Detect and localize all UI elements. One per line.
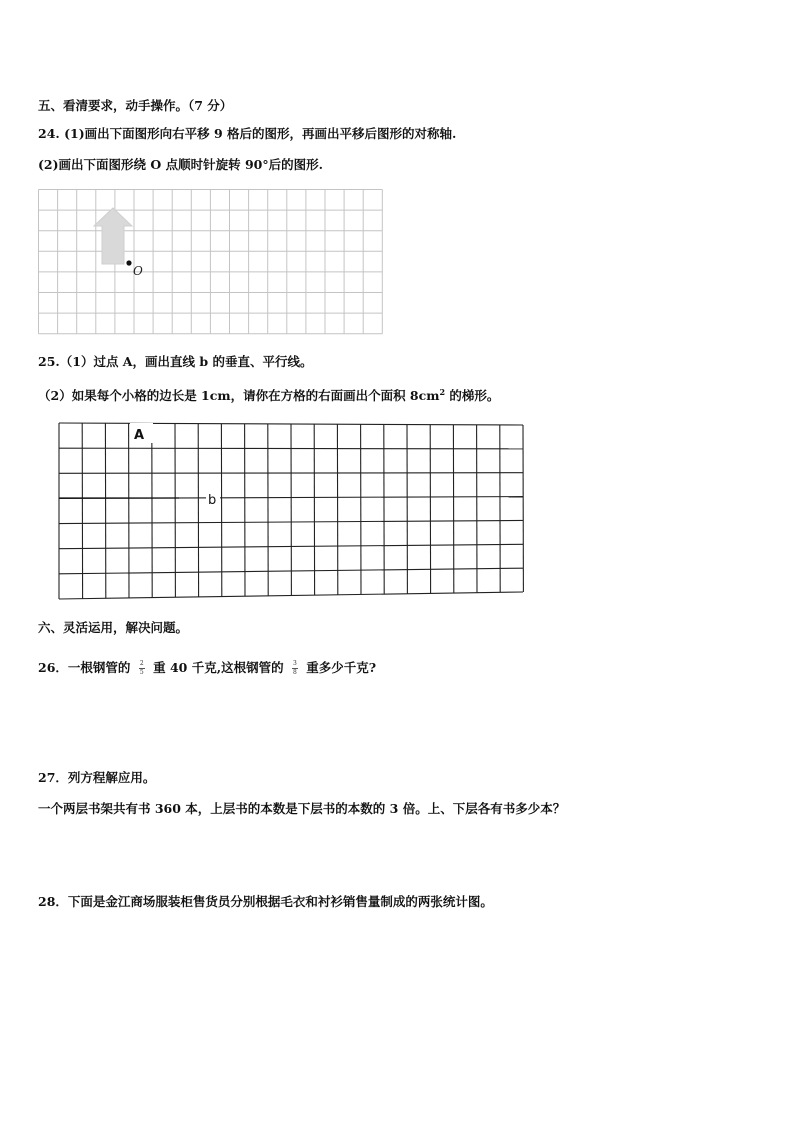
question-26 (38, 660, 376, 676)
squared-superscript: 2 (439, 387, 446, 397)
question-28: 28．下面是金江商场服装柜售货员分别根据毛衣和衬衫销售量制成的两张统计图。 (38, 894, 493, 909)
question-24-part-1: 24. (1)画出下面图形向右平移 9 格后的图形，再画出平移后图形的对称轴. (38, 126, 457, 141)
question-25-part-2 (38, 384, 499, 404)
question-26-text-1: 26．一根钢管的 (38, 660, 131, 675)
grid-25 (57, 421, 527, 603)
question-24-part-2: (2)画出下面图形绕 O 点顺时针旋转 90°后的图形. (38, 157, 323, 172)
question-25-part-2-end: 的梯形。 (445, 388, 500, 404)
fraction-three-eighths (292, 661, 298, 676)
arrow-shape (94, 208, 132, 264)
label-a: A (134, 428, 145, 443)
question-26-text-3: 重多少千克? (306, 660, 377, 675)
fraction-2-numerator: 3 (293, 660, 297, 667)
grid-25-horizontal-line (59, 448, 523, 449)
question-27-heading: 27．列方程解应用。 (38, 770, 156, 785)
question-25-part-2-text: （2）如果每个小格的边长是 1cm，请你在方格的右面画出个面积 8cm (38, 388, 440, 404)
fraction-1-numerator: 2 (139, 660, 144, 667)
question-26-text-2: 重 40 千克,这根钢管的 (153, 660, 284, 675)
question-27-body: 一个两层书架共有书 360 本，上层书的本数是下层书的本数的 3 倍。上、下层各有书多少本？ (38, 801, 566, 816)
section-6-heading: 六、灵活运用，解决问题。 (38, 620, 189, 635)
fraction-1-denominator: 5 (139, 669, 144, 676)
point-o-label: O (133, 264, 143, 278)
grid-24 (37, 188, 389, 336)
fraction-two-fifths (139, 661, 145, 676)
section-5-heading: 五、看清要求，动手操作。（7 分） (38, 98, 233, 113)
label-b: b (208, 493, 217, 508)
question-25-part-1: 25.（1）过点 A，画出直线 b 的垂直、平行线。 (38, 354, 313, 369)
fraction-2-denominator: 8 (293, 669, 297, 676)
grid-25-horizontal-line (59, 473, 523, 474)
point-o (126, 260, 131, 265)
